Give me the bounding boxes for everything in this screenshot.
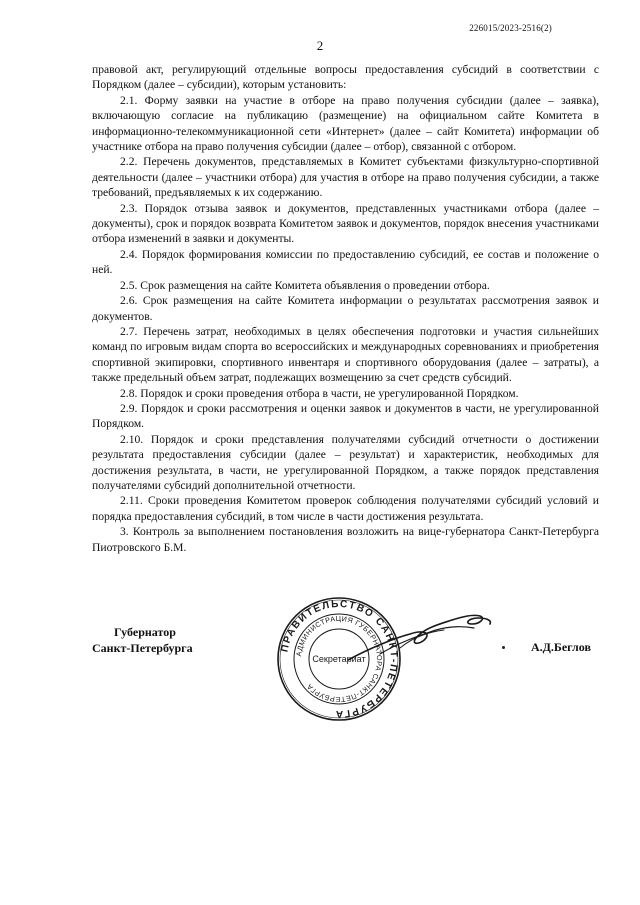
page-number: 2	[316, 38, 324, 53]
paragraph-intro: правовой акт, регулирующий отдельные вопросы предоставления субсидий в соответствии с Порядком (далее – субсидии), которым установить:	[92, 63, 599, 92]
paragraph-2-10: 2.10. Порядок и сроки представления получателями субсидий отчетности о достижении результата предоставления субсидии (далее – результат) и характеристик, необходимых для достижения результата, в части, не урегулированной Порядком, а также порядок представления получателями субсидий дополнительной отчетности.	[92, 432, 599, 492]
document-registration-number: 226015/2023-2516(2)	[469, 23, 552, 33]
signatory-name: А.Д.Беглов	[531, 640, 591, 654]
paragraph-2-11: 2.11. Сроки проведения Комитетом проверок соблюдения получателями субсидий условий и порядка предоставления субсидий, в том числе в части достижения результата.	[92, 494, 599, 523]
signatory-title-line1: Губернатор	[114, 625, 176, 639]
signatory-title	[92, 624, 252, 656]
paragraph-2-7: 2.7. Перечень затрат, необходимых в целях обеспечения подготовки и участия сильнейших команд по игровым видам спорта во всероссийских и международных соревнованиях и приобретения спортивной экипировки, спортивного инвентаря и спортивного оборудования (далее – затраты), а также предельный объем затрат, подлежащих возмещению за счет средств субсидий.	[92, 324, 599, 385]
paragraph-3: 3. Контроль за выполнением постановления возложить на вице-губернатора Санкт-Петербурга Пиотровского Б.М.	[92, 525, 599, 554]
paragraph-2-6: 2.6. Срок размещения на сайте Комитета информации о результатах рассмотрения заявок и документов.	[92, 294, 599, 323]
paragraph-2-3: 2.3. Порядок отзыва заявок и документов, представленных участниками отбора (далее – документы), срок и порядок возврата Комитетом заявок и документов, порядок внесения участниками отбора изменений в заявки и документы.	[92, 201, 599, 246]
paragraph-2-2: 2.2. Перечень документов, представляемых в Комитет субъектами физкультурно-спортивной деятельности (далее – участники отбора) для участия в отборе на право получения субсидии, а также требований, предъявляемых к их содержанию.	[92, 155, 599, 200]
signatory-title-line2: Санкт-Петербурга	[92, 641, 193, 655]
paragraph-2-4: 2.4. Порядок формирования комиссии по предоставлению субсидий, ее состав и положение о ней.	[92, 247, 599, 277]
stamp-inner-text: АДМИНИСТРАЦИЯ ГУБЕРНАТОРА САНКТ-ПЕТЕРБУРГА	[294, 613, 385, 705]
document-body	[92, 62, 599, 555]
paragraph-2-9: 2.9. Порядок и сроки рассмотрения и оценки заявок и документов в части, не урегулированной Порядком.	[92, 401, 599, 431]
paragraph-2-5: 2.5. Срок размещения на сайте Комитета объявления о проведении отбора.	[120, 278, 490, 292]
paragraph-2-8: 2.8. Порядок и сроки проведения отбора в части, не урегулированной Порядком.	[120, 386, 519, 400]
stamp-outer-text: ПРАВИТЕЛЬСТВО САНКТ-ПЕТЕРБУРГА	[279, 598, 400, 720]
handwritten-signature	[340, 608, 500, 668]
stamp-center-text: Секретариат	[312, 654, 366, 664]
signature-dot	[502, 646, 505, 649]
paragraph-2-1: 2.1. Форму заявки на участие в отборе на право получения субсидии (далее – заявка), включающую согласие на публикацию (размещение) на официальном сайте Комитета в информационно-телекоммуникационной сети «Интернет» (далее – сайт Комитета) информации об участнике отбора на право получения субсидии (далее – отбор), связанной с отбором.	[92, 93, 599, 154]
